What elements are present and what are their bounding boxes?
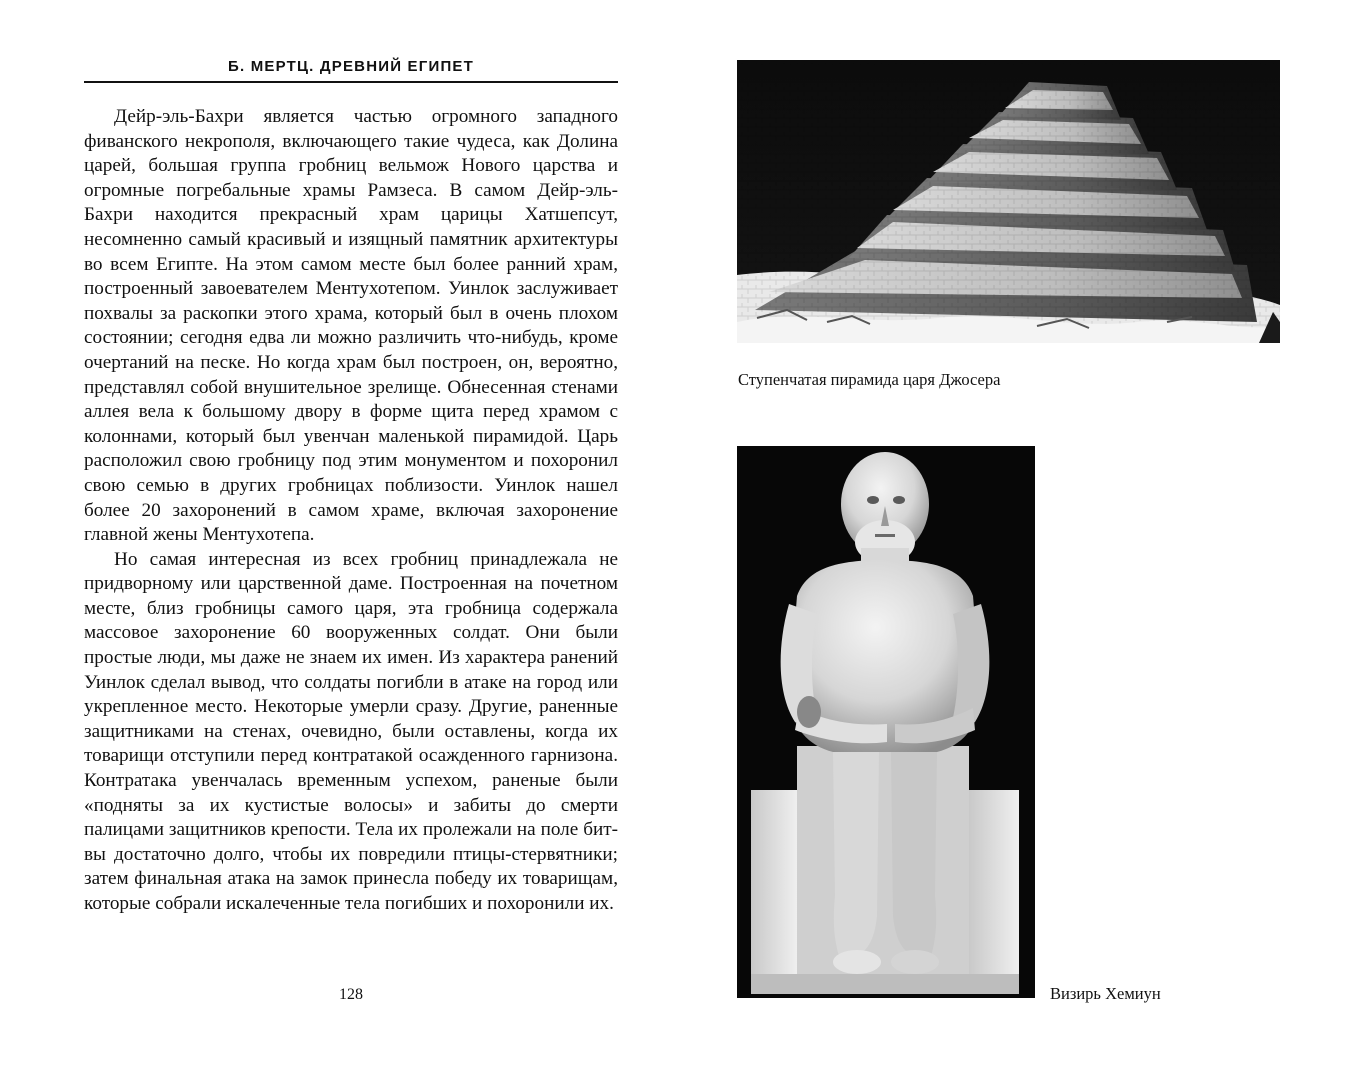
page-number: 128 <box>339 986 363 1003</box>
seated-statue-photo <box>737 446 1035 998</box>
left-page <box>84 58 618 1018</box>
statue-caption: Визирь Хемиун <box>1050 984 1161 1003</box>
body-text <box>84 105 618 917</box>
paragraph: Но самая интересная из всех гробниц принадлежала не придворному или царственной даме. Построенная на почетном месте, близ гробницы самого царя, эта гробница содержала массовое захоронение 60 вооруженных солдат. Они были простые люди, мы даже не знаем их имен. Из характера ранений Уинлок сделал вывод, что солдаты погибли в атаке на город или укрепленное место. Некоторые умерли сразу. Другие, раненные защитниками на стенах, очевидно, были оставлены, когда их товарищи отступили перед контратакой осажденного гарнизона. Контратака увенчалась временным успехом, раненые были «подняты за их кустистые волосы» и забиты до смерти палицами защитников крепости. Тела их пролежали на поле битвы достаточно долго, чтобы их повредили птицы-стервятники; затем финальная атака на замок принесла победу их товарищам, которые собрали искалеченные тела погибших и похоронили их. <box>84 548 618 914</box>
paragraph: Дейр-эль-Бахри является частью огромного западного фиванского некрополя, включающего такие чудеса, как Долина царей, большая группа гробниц вельмож Нового царства и огромные погребальные храмы Рамзеса. В самом Дейр-эль-Бахри находится прекрасный храм царицы Хатшепсут, несомненно самый красивый и изящный памятник архитектуры во всем Египте. На этом самом месте был более ранний храм, построенный завоевателем Ментухотепом. Уинлок заслуживает похвалы за раскопки этого храма, который был в очень плохом состоянии; сегодня едва ли можно различить что-нибудь, кроме очертаний на песке. Но когда храм был построен, он, вероятно, представлял собой внушительное зрелище. Обнесенная стенами аллея вела к большому двору в форме щита перед храмом с колоннами, который был увенчан маленькой пирамидой. Царь расположил свою гробницу под этим монументом и похоронил свою семью в других гробницах поблизости. Уинлок нашел более 20 захоронений в самом храме, включая захоронение главной жены Ментухотепа. <box>84 106 618 546</box>
running-head: Б. МЕРТЦ. ДРЕВНИЙ ЕГИПЕТ <box>84 58 618 83</box>
pyramid-caption: Ступенчатая пирамида царя Джосера <box>738 370 1001 389</box>
step-pyramid-photo <box>737 60 1280 343</box>
